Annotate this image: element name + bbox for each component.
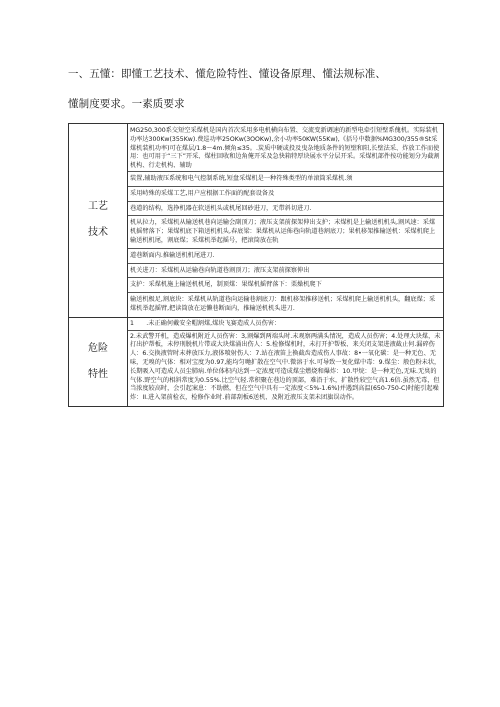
- category-label-craft-1: 工艺: [88, 201, 108, 213]
- section-heading-line2: 懂制度要求。一素质要求: [68, 98, 185, 110]
- craft-paragraph: 机关进刀：采煤机从运输巷向轨道巷割顶刀；液压支架前探察伸出: [128, 263, 443, 278]
- content-cell-hazard: [128, 317, 444, 406]
- category-label-hazard-2: 特性: [88, 368, 108, 380]
- craft-paragraph: 采用峙殊的采煤工艺,用户应根据工作面的配套设备及: [128, 186, 443, 201]
- content-cell-craft: [128, 124, 444, 318]
- craft-paragraph: 装置,辅助液压系统和电气控制系统,短盘采煤机是一种符殊类型的单滚筒采煤机.须: [128, 171, 443, 186]
- craft-paragraph: 机从拉力，采煤机从输送机巷向运输会副顶刀；液压支架前探架伸出支护；末煤机是上输送机机头,割风速：采煤机摇臂落下；果煤机底下箱送机机头,春底梁：果煤机从运佈巷向轨道巷割底刀；果机移架推输送机：采煤机爬上输送机机尾，割底煤；采煤机举起摇号，把滚筒放在轨: [128, 215, 443, 247]
- hazard-paragraph: 1 .未正确何戴安全帽割煤,煤块飞赛造成人员伤害：: [130, 319, 281, 327]
- requirements-table: [68, 123, 444, 407]
- craft-paragraph: 支护：采煤机施上输送机机尾，制顶煤：果煤机摇臂落下：栗燥机爬下: [128, 277, 443, 292]
- craft-paragraph: 输送机极足,割底块：采煤机从轨道巷向运输巷割底刀：跟机移架推移送机；采煤机爬上输送机机头，翻底煤；采煤机举起摇臂,把读筒放在运懒巷断面内，推输送机机头进刀.: [128, 292, 443, 317]
- craft-paragraph: MG250,300系交短空采煤机是国内首次采用多电机横向布置、交流变新调速的新型电牵引短壁系傀机。实际装机功率达300Kw(355Kw).费巡功率25OKw(3OOKw),余小功率50KW(55Kw),《括号中数据%MG300/355®St采煤机装机功率)可在煤层/1.8〜4m.倾角≤35。.炭质中硬或投及曳杂地质条件的短壁和阳,长壁法采、炸放工作而使用：也可用于“三下”开采、煤柱回收和边角俺开采及急快箱特厚块展水平分层开采。采煤机部件按功能划分为截割机构、行走机构、辅助: [130, 127, 440, 170]
- craft-paragraph: 巷道的结构，选挣机器在软送机头或机尾回砂进刀，无带斜切进刀.: [128, 201, 443, 216]
- category-label-craft-2: 技术: [88, 227, 108, 239]
- craft-paragraph: 道巷断面内.推输送机机尾进刀.: [128, 248, 443, 263]
- category-label-hazard-1: 危险: [88, 342, 108, 354]
- section-heading-line1: 一、五懂：即懂工艺技术、懂危险特性、懂设备原理、懂法规标准、: [68, 68, 386, 80]
- hazard-paragraph: 2.未武警开机，造成爆机附近人员伤害：3,割爆到两端头时.未观察两满头情况，造成人员伤害；4.处理大块煤，未打出护帮板，未停刑脱机片带或大块煤涌出伤人：5.检修煤机时，未打开护帮板、来关闭支架进液截止何.漏碎伤人：6.交换液管时未葬放压力,液体喷射伤人：7.站在液笛上換截齿造成伤人事故：8•一氧化碳：是一种无色、无味，无嗅的气体：相对宝度为0.97,能均匀哋扩散在空气中.微溶于水.可导致一复化媒中毒：9.煤尘：般色粉未状，长期吸入可造成人员尘肺病.单位体积内达到一定浓度可造成煤尘燃烧和爆炸：10.甲烷：是一种无色,无味.无臭的气体.野空气的相斜常度为0.55%.比空气轻.常积聚在巷边的顶部，难沿于水，扩散性较空气高1.6倍.虽然无毒，但当浓度较高时，会引起案息：不助燃，但在空气中具有一定浓度＜5%-1.6%)并遇到高温(650-750-C)时能引起噪炸：II.进入架前检衣，检修作业时.前部刮板6送机、及附近液压支架未团旗误动作。: [128, 330, 443, 406]
- category-cell-craft: [69, 124, 128, 318]
- table-row-craft: [69, 124, 444, 318]
- table-row-hazard: [69, 317, 444, 406]
- category-cell-hazard: [69, 317, 128, 406]
